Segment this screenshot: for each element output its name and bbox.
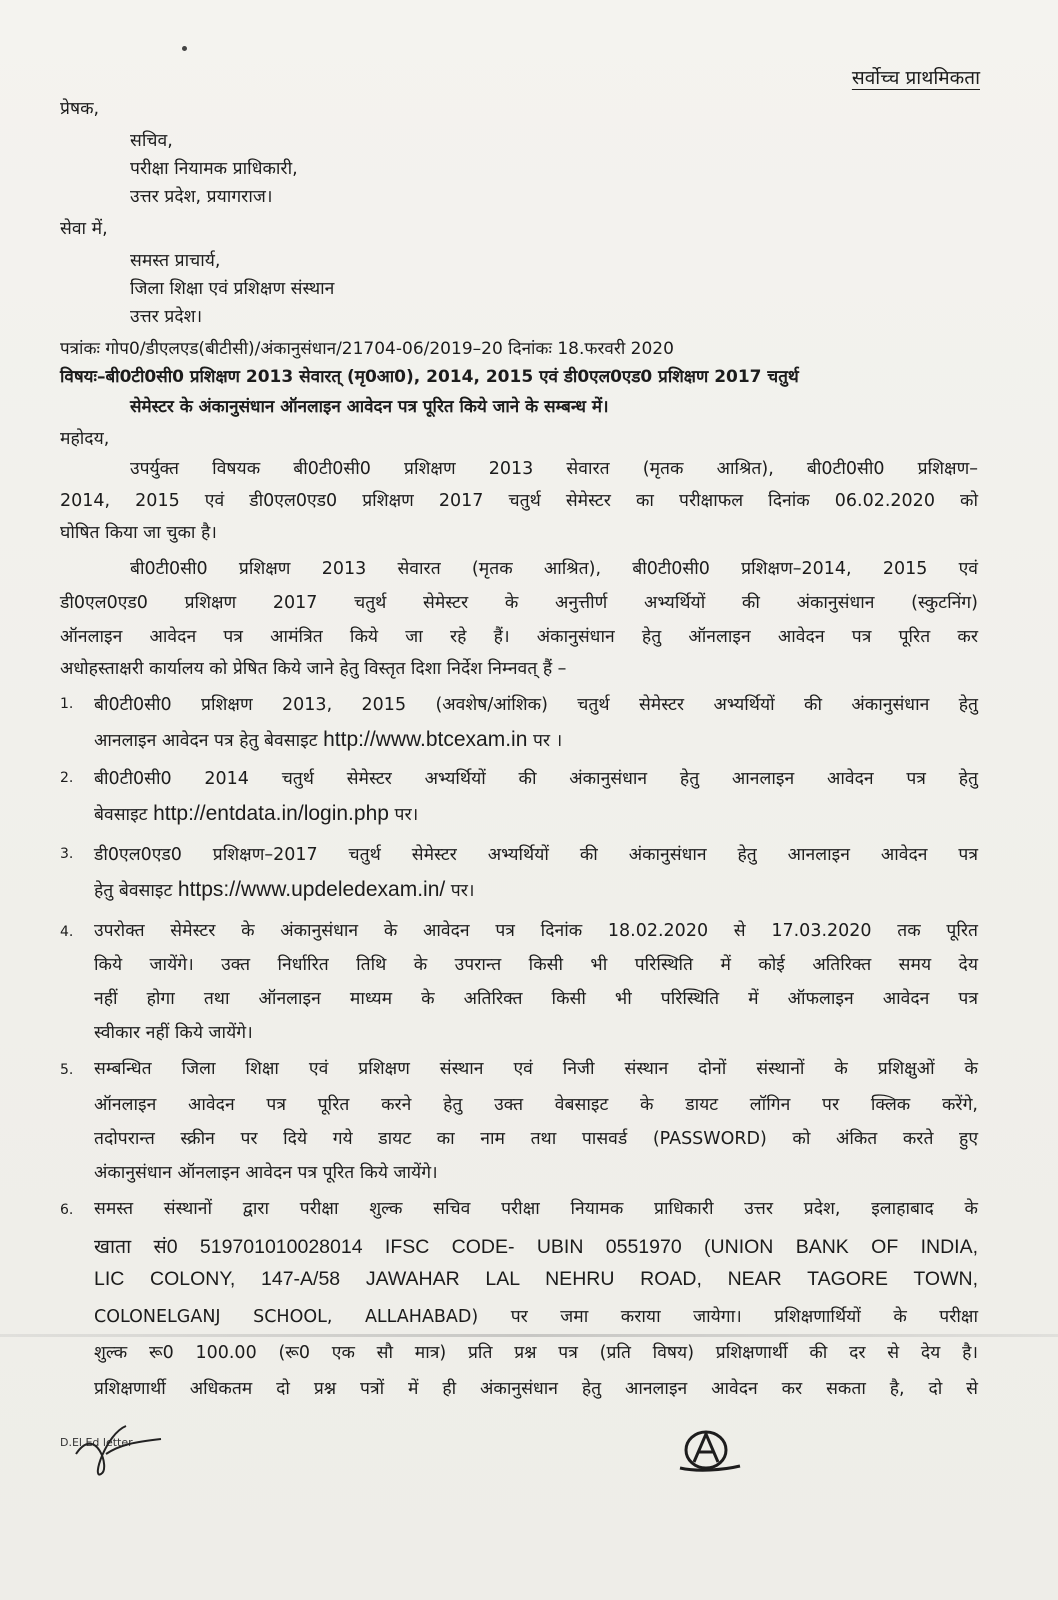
para2-line-4: अधोहस्ताक्षरी कार्यालय को प्रेषित किये जाने हेतु विस्तृत दिशा निर्देश निम्नवत् हैं – [60, 659, 567, 679]
item-5-number: 5. [60, 1062, 74, 1078]
sender-line-2: परीक्षा नियामक प्राधिकारी, [130, 159, 298, 179]
recipient-line-3: उत्तर प्रदेश। [130, 307, 203, 327]
para2-line-1: बी0टी0सी0 प्रशिक्षण 2013 सेवारत (मृतक आश्रित), बी0टी0सी0 प्रशिक्षण–2014, 2015 एवं [130, 559, 978, 579]
item-2-number: 2. [60, 770, 74, 786]
item-4-line-2: किये जायेंगे। उक्त निर्धारित तिथि के उपरान्त किसी भी परिस्थिति में कोई अतिरिक्त समय देय [94, 955, 978, 975]
entdata-link[interactable]: http://entdata.in/login.php [153, 802, 389, 825]
item-1-suffix: पर । [532, 731, 563, 751]
item-4-line-1: उपरोक्त सेमेस्टर के अंकानुसंधान के आवेदन पत्र दिनांक 18.02.2020 से 17.03.2020 तक पूरित [94, 921, 978, 941]
item-2-prefix: बेवसाइट [94, 805, 148, 825]
item-6-line-2: खाता सं0 519701010028014 IFSC CODE- UBIN 0551970 (UNION BANK OF INDIA, [94, 1236, 978, 1258]
item-4-number: 4. [60, 924, 74, 940]
paper-fold-line [0, 1334, 1058, 1337]
item-4-line-3: नहीं होगा तथा ऑनलाइन माध्यम के अतिरिक्त किसी भी परिस्थिति में ऑफलाइन आवेदन पत्र [94, 989, 978, 1009]
subject-line-1: विषयः–बी0टी0सी0 प्रशिक्षण 2013 सेवारत् (मृ0आ0), 2014, 2015 एवं डी0एल0एड0 प्रशिक्षण 2017 चतुर्थ [60, 367, 799, 387]
item-2-line-1: बी0टी0सी0 2014 चतुर्थ सेमेस्टर अभ्यर्थियों की अंकानुसंधान हेतु आनलाइन आवेदन पत्र हेतु [94, 769, 978, 789]
item-5-line-3: तदोपरान्त स्क्रीन पर दिये गये डायट का नाम तथा पासवर्ड (PASSWORD) को अंकित करते हुए [94, 1129, 978, 1149]
item-2-line-2 [94, 802, 418, 826]
item-6-line-4: COLONELGANJ SCHOOL, ALLAHABAD) पर जमा कराया जायेगा। प्रशिक्षणार्थियों के परीक्षा [94, 1307, 978, 1327]
item-3-line-2 [94, 878, 475, 902]
priority-heading: सर्वोच्च प्राथमिकता [851, 67, 980, 89]
officer-signature-icon [668, 1420, 748, 1480]
subject-line-2: सेमेस्टर के अंकानुसंधान ऑनलाइन आवेदन पत्र पूरित किये जाने के सम्बन्ध में। [130, 397, 609, 417]
reference-number: पत्रांकः गोप0/डीएलएड(बीटीसी)/अंकानुसंधान/21704-06/2019–20 दिनांकः 18.फरवरी 2020 [60, 339, 674, 359]
para1-line-3: घोषित किया जा चुका है। [60, 523, 217, 543]
recipient-line-2: जिला शिक्षा एवं प्रशिक्षण संस्थान [130, 279, 335, 299]
updeledexam-link[interactable]: https://www.updeledexam.in/ [177, 878, 446, 901]
para1-line-1: उपर्युक्त विषयक बी0टी0सी0 प्रशिक्षण 2013 सेवारत (मृतक आश्रित), बी0टी0सी0 प्रशिक्षण– [130, 459, 978, 479]
sender-line-1: सचिव, [130, 131, 173, 151]
item-1-number: 1. [60, 696, 74, 712]
sender-label: प्रेषक, [60, 99, 100, 119]
para2-line-2: डी0एल0एड0 प्रशिक्षण 2017 चतुर्थ सेमेस्टर के अनुत्तीर्ण अभ्यर्थियों की अंकानुसंधान (स्कुटनिंग) [60, 593, 978, 613]
sender-line-3: उत्तर प्रदेश, प्रयागराज। [130, 187, 273, 207]
item-3-line-1: डी0एल0एड0 प्रशिक्षण–2017 चतुर्थ सेमेस्टर अभ्यर्थियों की अंकानुसंधान हेतु आनलाइन आवेदन पत्र [94, 845, 978, 865]
item-6-line-3: LIC COLONY, 147-A/58 JAWAHAR LAL NEHRU ROAD, NEAR TAGORE TOWN, [94, 1268, 978, 1290]
item-6-line-1: समस्त संस्थानों द्वारा परीक्षा शुल्क सचिव परीक्षा नियामक प्राधिकारी उत्तर प्रदेश, इलाहाबाद के [94, 1199, 978, 1219]
para1-line-2: 2014, 2015 एवं डी0एल0एड0 प्रशिक्षण 2017 चतुर्थ सेमेस्टर का परीक्षाफल दिनांक 06.02.2020 को [60, 491, 978, 511]
item-5-line-2: ऑनलाइन आवेदन पत्र पूरित करने हेतु उक्त वेबसाइट के डायट लॉगिन पर क्लिक करेंगे, [94, 1095, 978, 1115]
item-6-line-6: प्रशिक्षणार्थी अधिकतम दो प्रश्न पत्रों में ही अंकानुसंधान हेतु आनलाइन आवेदन कर सकता है, दो से [94, 1379, 978, 1399]
item-2-suffix: पर। [394, 805, 419, 825]
recipient-line-1: समस्त प्राचार्य, [130, 251, 221, 271]
initials-signature-icon [66, 1414, 176, 1484]
item-6-number: 6. [60, 1202, 74, 1218]
item-3-suffix: पर। [450, 881, 475, 901]
btcexam-link[interactable]: http://www.btcexam.in [323, 728, 528, 751]
to-label: सेवा में, [60, 219, 108, 239]
item-3-number: 3. [60, 846, 74, 862]
para2-line-3: ऑनलाइन आवेदन पत्र आमंत्रित किये जा रहे हैं। अंकानुसंधान हेतु ऑनलाइन आवेदन पत्र पूरित कर [60, 627, 978, 647]
initials-note: D.El.Ed letter [60, 1436, 133, 1449]
ink-dot [182, 46, 187, 51]
item-5-line-4: अंकानुसंधान ऑनलाइन आवेदन पत्र पूरित किये जायेंगे। [94, 1163, 438, 1183]
item-5-line-1: सम्बन्धित जिला शिक्षा एवं प्रशिक्षण संस्थान एवं निजी संस्थान दोनों संस्थानों के प्रशिक्षुओं के [94, 1059, 978, 1079]
salutation: महोदय, [60, 429, 110, 449]
item-1-prefix: आनलाइन आवेदन पत्र हेतु बेवसाइट [94, 731, 318, 751]
item-3-prefix: हेतु बेवसाइट [94, 881, 173, 901]
item-6-line-5: शुल्क रू0 100.00 (रू0 एक सौ मात्र) प्रति प्रश्न पत्र (प्रति विषय) प्रशिक्षणार्थी की दर से देय है। [94, 1343, 978, 1363]
item-1-line-1: बी0टी0सी0 प्रशिक्षण 2013, 2015 (अवशेष/आंशिक) चतुर्थ सेमेस्टर अभ्यर्थियों की अंकानुसंधान हेतु [94, 695, 978, 715]
item-4-line-4: स्वीकार नहीं किये जायेंगे। [94, 1023, 253, 1043]
item-1-line-2 [94, 728, 562, 752]
